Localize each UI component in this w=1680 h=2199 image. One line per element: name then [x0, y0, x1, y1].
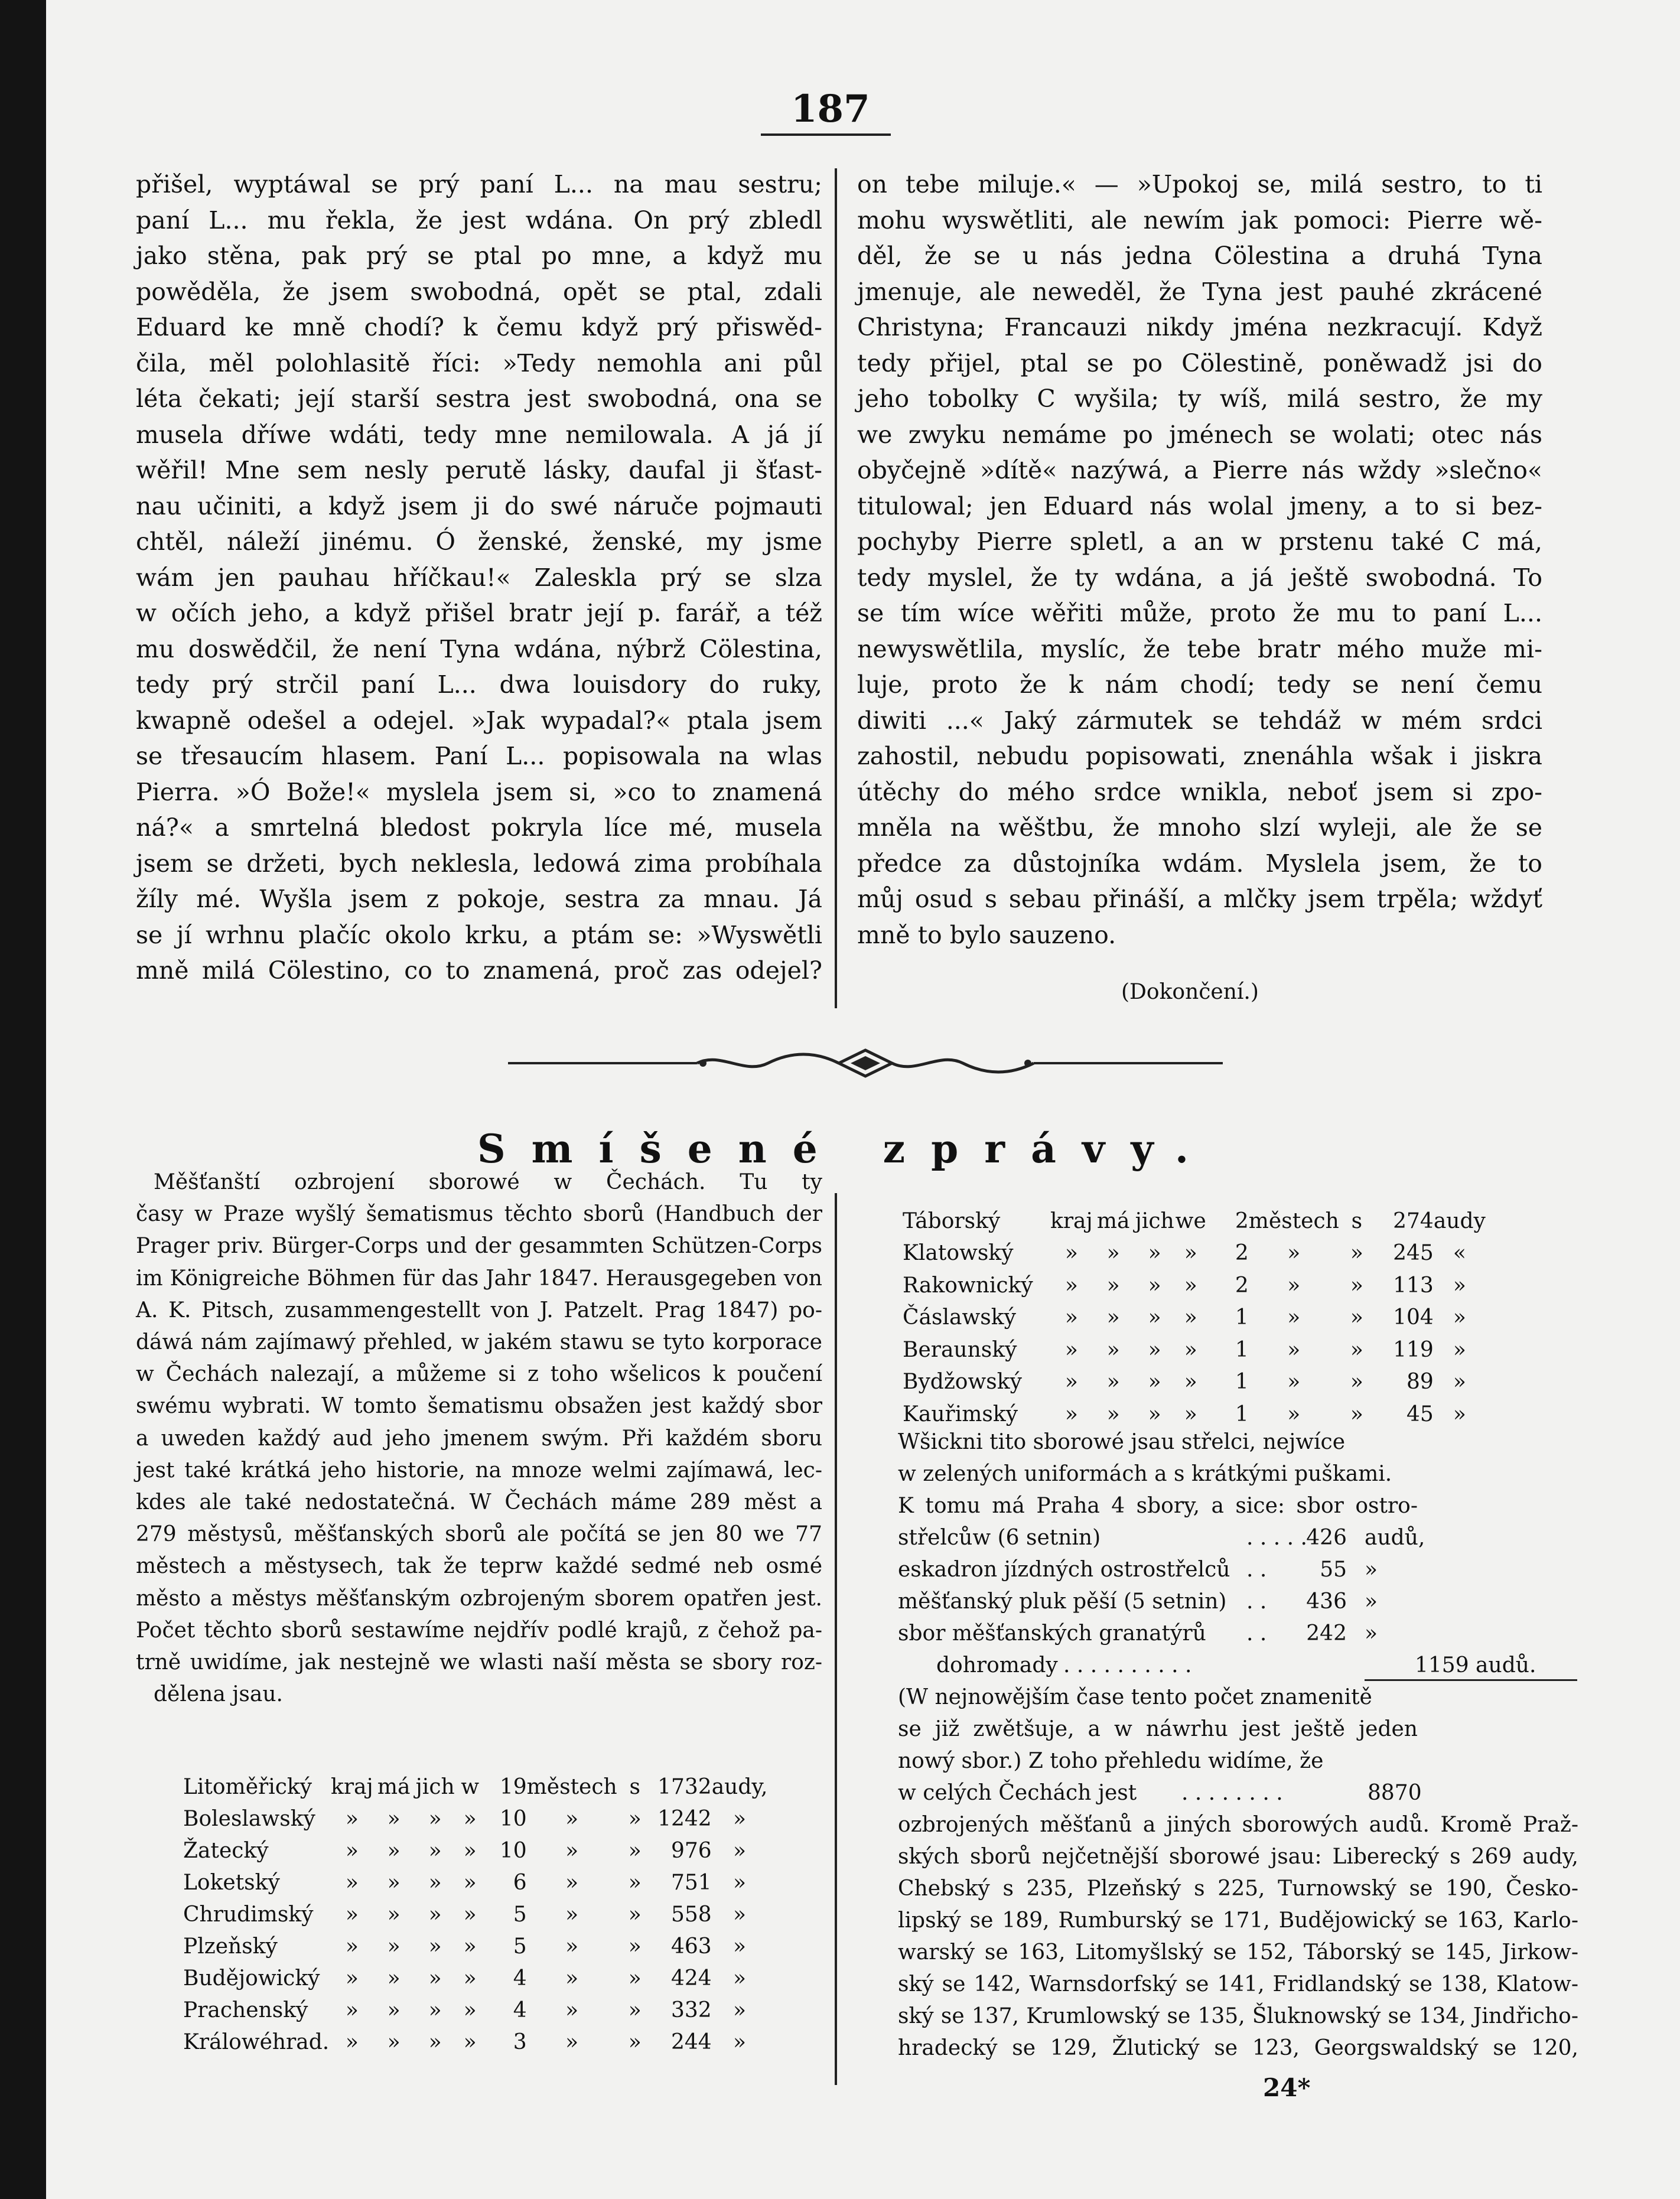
table-cell: »: [463, 1806, 477, 1831]
section-line: Počet těchto sborů sestawíme nejdřív podlé krajů, z čehož pa-: [136, 1618, 822, 1643]
table-cell: 113: [1393, 1273, 1434, 1298]
column-divider-bottom: [835, 1193, 837, 2085]
table-cell: »: [428, 1806, 442, 1831]
table-cell: Žatecký: [183, 1838, 269, 1863]
prague-row-unit: »: [1365, 1558, 1378, 1582]
story-line: titulowal; jen Eduard nás wolal jmeny, a to si bez-: [857, 491, 1542, 520]
table-cell: »: [428, 1870, 442, 1895]
story-line: jako stěna, pak prý se ptal po mne, a když mu: [136, 242, 822, 270]
table-row: [183, 1803, 767, 1835]
table-cell: jich: [415, 1774, 455, 1799]
section-line: ský se 142, Warnsdorfský se 141, Fridlandský se 138, Klatow-: [898, 1972, 1578, 1996]
story-line: se třesaucím hlasem. Paní L... popisowala na wlas: [136, 742, 822, 770]
prague-row-dots: . .: [1246, 1589, 1267, 1614]
table-cell: we: [1175, 1208, 1206, 1233]
section-line: ských sborů nejčetnější sborowé jsau: Liberecký s 269 audy,: [898, 1845, 1578, 1869]
table-cell: audy: [1433, 1208, 1486, 1233]
story-line: diwiti ...« Jaký zármutek se tehdáž w mém srdci: [857, 706, 1542, 735]
total-dots: . . . . . . . . . .: [1063, 1653, 1192, 1677]
table-cell: »: [1287, 1337, 1301, 1362]
story-line: wám jen pauhau hříčkau!« Zaleskla prý se slza: [136, 563, 822, 592]
section-line: w Čechách nalezají, a můžeme si z toho wšelicos k poučení: [136, 1362, 822, 1387]
table-cell: »: [628, 1934, 642, 1959]
table-cell: »: [1148, 1241, 1161, 1266]
table-cell: »: [1287, 1305, 1301, 1330]
table-cell: »: [733, 2029, 747, 2054]
section-title: Smíšené zprávy.: [477, 1126, 1215, 1172]
story-line: jsem se držeti, bych neklesla, ledowá zima probíhala: [136, 849, 822, 878]
section-line: nowý sbor.) Z toho přehledu widíme, že: [898, 1749, 1324, 1773]
table-cell: »: [1148, 1337, 1161, 1362]
table-cell: Plzeňský: [183, 1934, 278, 1959]
table-cell: 1: [1235, 1337, 1249, 1362]
story-line: newyswětlila, myslíc, že tebe bratr mého muže mi-: [857, 634, 1542, 663]
table-cell: »: [428, 2029, 442, 2054]
table-cell: »: [463, 2029, 477, 2054]
table-row: [903, 1334, 1486, 1366]
table-cell: »: [1064, 1402, 1078, 1426]
section-line: hradecký se 129, Žlutický se 123, Georgswaldský se 120,: [898, 2036, 1578, 2060]
table-cell: 3: [513, 2029, 527, 2054]
table-cell: kraj: [1050, 1208, 1093, 1233]
table-cell: »: [1148, 1370, 1161, 1395]
table-cell: »: [1064, 1337, 1078, 1362]
table-cell: kraj: [331, 1774, 373, 1799]
table-cell: »: [387, 1998, 401, 2022]
table-cell: »: [565, 1966, 579, 1990]
table-cell: »: [565, 1998, 579, 2022]
story-line: chtěl, náleží jinému. Ó ženské, ženské, my jsme: [136, 527, 822, 556]
table-row: [903, 1398, 1486, 1431]
story-line: tedy přijel, ptal se po Cölestině, poněwadž jsi do: [857, 348, 1542, 377]
prague-row-label: sbor měšťanských granatýrů: [898, 1621, 1206, 1646]
table-cell: »: [733, 1998, 747, 2022]
story-line: powěděla, že jsem swobodná, opět se ptal, zdali: [136, 277, 822, 306]
prague-row-label: eskadron jízdných ostrostřelců: [898, 1558, 1230, 1582]
story-line: se jí wrhnu plačíc okolo krku, a ptám se: »Wyswětli: [136, 920, 822, 949]
table-cell: »: [463, 1966, 477, 1990]
table-cell: »: [345, 1934, 359, 1959]
prague-row-unit: audů,: [1365, 1526, 1425, 1550]
section-line: (W nejnowějším čase tento počet znamenitě: [898, 1685, 1372, 1709]
table-cell: Beraunský: [903, 1337, 1017, 1362]
table-cell: »: [733, 1902, 747, 1927]
table-row: [183, 1930, 767, 1962]
story-line: on tebe miluje.« — »Upokoj se, milá sestro, to ti: [857, 170, 1542, 198]
section-line: swému wybrati. W tomto šematismu obsažen jest každý sbor: [136, 1394, 822, 1419]
table-cell: »: [1287, 1370, 1301, 1395]
table-cell: »: [1106, 1402, 1120, 1426]
prague-row-dots: . .: [1246, 1558, 1267, 1582]
table-cell: »: [628, 1838, 642, 1863]
table-cell: Kauřimský: [903, 1402, 1018, 1426]
ornament-flourish-icon: [508, 1045, 1223, 1081]
table-cell: »: [733, 1966, 747, 1990]
table-cell: »: [628, 2029, 642, 2054]
prague-row: [898, 1618, 1418, 1649]
table-cell: »: [428, 1966, 442, 1990]
section-line: Prager priv. Bürger-Corps und der gesammten Schützen-Corps: [136, 1234, 822, 1259]
table-cell: »: [1287, 1241, 1301, 1266]
table-cell: »: [733, 1934, 747, 1959]
table-cell: Budějowický: [183, 1966, 320, 1990]
story-line: mu doswědčil, že není Tyna wdána, nýbrž Cölestina,: [136, 634, 822, 663]
story-line: wěřil! Mne sem nesly perutě lásky, daufal ji šťast-: [136, 456, 822, 484]
table-cell: 6: [513, 1870, 527, 1895]
table-cell: 10: [499, 1838, 527, 1863]
all-bohemia-value: 8870: [1368, 1781, 1422, 1805]
section-line: A. K. Pitsch, zusammengestellt von J. Patzelt. Prag 1847) po-: [136, 1298, 822, 1322]
table-row: [903, 1366, 1486, 1399]
story-line: we zwyku nemáme po jménech se wolati; otec nás: [857, 420, 1542, 449]
table-cell: »: [565, 1934, 579, 1959]
table-cell: w: [461, 1774, 480, 1799]
table-cell: »: [1064, 1370, 1078, 1395]
section-line: trně uwidíme, jak nestejně we wlasti naší města se sbory roz-: [136, 1650, 822, 1675]
all-bohemia-row: [898, 1777, 1489, 1809]
prague-row-unit: »: [1365, 1621, 1378, 1646]
prague-row-value: 436: [1306, 1589, 1347, 1614]
table-cell: audy,: [711, 1774, 768, 1799]
table-cell: »: [1064, 1305, 1078, 1330]
story-line: děl, že se u nás jedna Cölestina a druhá Tyna: [857, 242, 1542, 270]
story-line: pochyby Pierre spletl, a an w prstenu také C má,: [857, 527, 1542, 556]
prague-row: [898, 1522, 1425, 1553]
prague-row-label: střelcůw (6 setnin): [898, 1526, 1101, 1550]
right-district-table: [903, 1205, 1486, 1431]
prague-row: [898, 1554, 1418, 1585]
table-cell: má: [1096, 1208, 1130, 1233]
prague-row-dots: . .: [1246, 1621, 1267, 1646]
table-cell: »: [733, 1806, 747, 1831]
story-line: w očích jeho, a když přišel bratr její p. farář, a též: [136, 599, 822, 627]
table-cell: »: [1106, 1305, 1120, 1330]
table-cell: 89: [1406, 1370, 1434, 1395]
story-line: mně milá Cölestino, co to znamená, proč zas odejel?: [136, 956, 822, 985]
table-cell: »: [1350, 1241, 1363, 1266]
story-line: musela dříwe wdáti, tedy mne nemilowala. A já jí: [136, 420, 822, 449]
table-cell: »: [1184, 1305, 1197, 1330]
table-cell: městech: [1248, 1208, 1339, 1233]
table-cell: 463: [670, 1934, 712, 1959]
paper-sheet: [46, 0, 1680, 2199]
left-district-table: [183, 1771, 767, 2058]
story-line: kwapně odešel a odejel. »Jak wypadal?« ptala jsem: [136, 706, 822, 735]
table-cell: Čáslawský: [903, 1305, 1016, 1330]
column-divider-top: [835, 168, 837, 1008]
table-cell: 424: [670, 1966, 712, 1990]
table-cell: »: [1148, 1273, 1161, 1298]
table-cell: »: [428, 1998, 442, 2022]
section-line: im Königreiche Böhmen für das Jahr 1847. Herausgegeben von: [136, 1266, 822, 1291]
table-cell: »: [733, 1870, 747, 1895]
table-cell: »: [628, 1902, 642, 1927]
table-cell: »: [387, 1870, 401, 1895]
table-cell: Rakownický: [903, 1273, 1033, 1298]
table-cell: »: [428, 1838, 442, 1863]
story-line: přišel, wyptáwal se prý paní L... na mau sestru;: [136, 170, 822, 198]
section-line: Wšickni tito sborowé jsau střelci, nejwíce: [898, 1430, 1346, 1454]
story-line: tedy prý strčil paní L... dwa louisdory do ruky,: [136, 670, 822, 699]
table-cell: 558: [670, 1902, 712, 1927]
table-cell: »: [1350, 1370, 1363, 1395]
table-cell: »: [1064, 1241, 1078, 1266]
table-cell: »: [565, 1870, 579, 1895]
table-row: [183, 1866, 767, 1898]
table-cell: 1: [1235, 1305, 1249, 1330]
table-row: [903, 1205, 1486, 1237]
section-ornament: [508, 1045, 1223, 1081]
table-cell: jich: [1135, 1208, 1174, 1233]
table-row: [183, 1835, 767, 1866]
prague-row-unit: »: [1365, 1589, 1378, 1614]
section-line: Měšťanští ozbrojení sborowé w Čechách. Tu ty: [154, 1170, 822, 1194]
table-cell: »: [1064, 1273, 1078, 1298]
table-cell: »: [387, 1806, 401, 1831]
table-cell: Bydžowský: [903, 1370, 1022, 1395]
story-line: předce za důstojníka wdám. Myslela jsem, že to: [857, 849, 1542, 878]
section-line: jest také krátká jeho historie, na mnoze welmi zajímawá, lec-: [136, 1458, 822, 1483]
story-line: můj osud s sebau přináší, a mlčky jsem trpěla; wždyť: [857, 885, 1542, 913]
table-cell: 332: [670, 1998, 712, 2022]
table-cell: 4: [513, 1998, 527, 2022]
table-cell: »: [1453, 1305, 1466, 1330]
table-cell: 274: [1393, 1208, 1434, 1233]
story-line: mohu wyswětliti, ale newím jak pomoci: Pierre wě-: [857, 206, 1542, 234]
table-cell: 10: [499, 1806, 527, 1831]
table-cell: Králowéhrad.: [183, 2029, 330, 2054]
story-line: jmenuje, ale neweděl, že Tyna jest pauhé zkrácené: [857, 277, 1542, 306]
table-cell: 4: [513, 1966, 527, 1990]
table-cell: »: [463, 1870, 477, 1895]
table-row: [183, 1994, 767, 2026]
table-cell: »: [1148, 1305, 1161, 1330]
table-cell: »: [428, 1934, 442, 1959]
table-cell: »: [1453, 1370, 1466, 1395]
story-line: nau učiniti, a když jsem ji do swé náruče pojmauti: [136, 491, 822, 520]
table-cell: »: [463, 1838, 477, 1863]
table-cell: 104: [1393, 1305, 1434, 1330]
page-number: 187: [791, 87, 870, 131]
table-cell: »: [565, 1902, 579, 1927]
table-cell: »: [1350, 1305, 1363, 1330]
table-cell: »: [1184, 1337, 1197, 1362]
story-line: léta čekati; její starší sestra jest swobodná, ona se: [136, 385, 822, 413]
table-cell: »: [733, 1838, 747, 1863]
table-cell: »: [387, 1902, 401, 1927]
table-cell: «: [1453, 1241, 1466, 1266]
table-cell: 1732: [657, 1774, 712, 1799]
table-cell: 119: [1393, 1337, 1434, 1362]
story-line: zahostil, nebudu popisowati, znenáhla wšak i jiskra: [857, 742, 1542, 770]
table-cell: »: [628, 1806, 642, 1831]
story-line: Pierra. »Ó Bože!« myslela jsem si, »co to znamená: [136, 777, 822, 806]
table-cell: Litoměřický: [183, 1774, 312, 1799]
prague-row-value: 426: [1306, 1526, 1347, 1550]
table-cell: »: [345, 1838, 359, 1863]
table-cell: Klatowský: [903, 1241, 1014, 1266]
total-rule: [1365, 1679, 1577, 1681]
table-cell: »: [463, 1934, 477, 1959]
table-cell: »: [345, 1902, 359, 1927]
section-line: městech a městysech, tak že teprw každé sedmé neb osmé: [136, 1554, 822, 1579]
all-bohemia-label: w celých Čechách jest: [898, 1781, 1137, 1805]
table-cell: »: [1350, 1337, 1363, 1362]
table-cell: 19: [499, 1774, 527, 1799]
table-cell: »: [1148, 1402, 1161, 1426]
total-value: 1159 audů.: [1415, 1653, 1536, 1677]
prague-row-value: 242: [1306, 1621, 1347, 1646]
prague-row-label: měšťanský pluk pěší (5 setnin): [898, 1589, 1227, 1614]
section-line: dáwá nám zajímawý přehled, w jakém stawu se tyto korporace: [136, 1330, 822, 1354]
story-line: obyčejně »dítě« nazýwá, a Pierre nás wždy »slečno«: [857, 456, 1542, 484]
table-cell: 751: [670, 1870, 712, 1895]
section-line: ozbrojených měšťanů a jiných sborowých audů. Kromě Praž-: [898, 1813, 1578, 1837]
section-line: lipský se 189, Rumburský se 171, Budějowický se 163, Karlo-: [898, 1908, 1578, 1933]
story-line: útěchy do mého srdce wnikla, neboť jsem si zpo-: [857, 777, 1542, 806]
story-line: Christyna; Francauzi nikdy jména nezkracují. Když: [857, 313, 1542, 341]
story-line: paní L... mu řekla, že jest wdána. On prý zbledl: [136, 206, 822, 234]
table-cell: »: [387, 1934, 401, 1959]
section-line: w zelených uniformách a s krátkými puškami.: [898, 1462, 1392, 1486]
table-row: [183, 2026, 767, 2058]
table-cell: 45: [1406, 1402, 1434, 1426]
table-cell: »: [565, 1806, 579, 1831]
table-cell: Loketský: [183, 1870, 280, 1895]
table-cell: 1: [1235, 1402, 1249, 1426]
table-cell: »: [565, 2029, 579, 2054]
table-cell: 1242: [657, 1806, 712, 1831]
table-row: [903, 1302, 1486, 1334]
table-cell: 5: [513, 1902, 527, 1927]
table-cell: Boleslawský: [183, 1806, 315, 1831]
table-cell: »: [1184, 1241, 1197, 1266]
prague-row-dots: . . . . .: [1246, 1526, 1307, 1550]
story-line: čila, měl polohlasitě říci: »Tedy nemohla ani půl: [136, 348, 822, 377]
total-row: [936, 1650, 1536, 1681]
section-line: a uweden každý aud jeho jmenem swým. Při každém sboru: [136, 1426, 822, 1451]
section-line: se již zwětšuje, a w náwrhu jest ještě jeden: [898, 1717, 1418, 1741]
section-line: K tomu má Praha 4 sbory, a sice: sbor ostro-: [898, 1494, 1418, 1518]
prague-row: [898, 1586, 1418, 1617]
table-cell: »: [1287, 1402, 1301, 1426]
table-cell: 5: [513, 1934, 527, 1959]
table-cell: »: [1106, 1273, 1120, 1298]
prague-row-value: 55: [1320, 1558, 1347, 1582]
table-cell: 244: [670, 2029, 712, 2054]
section-line: město a městys měšťanským ozbrojeným sborem opatřen jest.: [136, 1586, 822, 1611]
table-cell: »: [1350, 1273, 1363, 1298]
table-row: [183, 1898, 767, 1930]
story-line: tedy myslel, že ty wdána, a já ještě swobodná. To: [857, 563, 1542, 592]
table-cell: »: [463, 1902, 477, 1927]
table-cell: 2: [1235, 1241, 1249, 1266]
section-line: 279 městysů, měšťanských sborů ale počítá se jen 80 we 77: [136, 1522, 822, 1547]
table-cell: »: [1184, 1370, 1197, 1395]
section-line: Chebský s 235, Plzeňský s 225, Turnowský se 190, Česko-: [898, 1877, 1578, 1901]
table-cell: má: [377, 1774, 411, 1799]
signature-mark: 24*: [1263, 2073, 1311, 2102]
table-cell: »: [387, 1838, 401, 1863]
story-line: mně to bylo sauzeno.: [857, 920, 1116, 949]
table-row: [183, 1771, 767, 1803]
table-cell: »: [345, 1966, 359, 1990]
story-line: se tím wíce wěřiti může, proto že mu to paní L...: [857, 599, 1542, 627]
table-cell: městech: [526, 1774, 617, 1799]
table-cell: s: [629, 1774, 640, 1799]
table-cell: »: [1453, 1273, 1466, 1298]
table-cell: »: [1106, 1337, 1120, 1362]
table-cell: »: [463, 1998, 477, 2022]
table-row: [183, 1962, 767, 1994]
table-cell: »: [428, 1902, 442, 1927]
table-cell: »: [1453, 1402, 1466, 1426]
table-cell: 976: [670, 1838, 712, 1863]
section-line: warský se 163, Litomyšlský se 152, Táborský se 145, Jirkow-: [898, 1940, 1578, 1965]
section-line: dělena jsau.: [154, 1682, 283, 1707]
table-cell: »: [565, 1838, 579, 1863]
table-cell: »: [345, 2029, 359, 2054]
table-cell: »: [345, 1870, 359, 1895]
table-cell: 1: [1235, 1370, 1249, 1395]
table-cell: »: [1350, 1402, 1363, 1426]
section-line: kdes ale také nedostatečná. W Čechách máme 289 měst a: [136, 1490, 822, 1514]
table-cell: 2: [1235, 1208, 1249, 1233]
all-bohemia-dots: . . . . . . . .: [1181, 1781, 1283, 1805]
header-rule: [761, 133, 891, 136]
table-cell: »: [628, 1966, 642, 1990]
table-cell: Táborský: [903, 1208, 1001, 1233]
story-line: Eduard ke mně chodí? k čemu když prý přiswěd-: [136, 313, 822, 341]
story-line: luje, proto že k nám chodí; tedy se není čemu: [857, 670, 1542, 699]
table-row: [903, 1269, 1486, 1302]
total-label: dohromady: [936, 1653, 1058, 1677]
story-line: jeho tobolky C wyšila; ty wíš, milá sestro, že my: [857, 385, 1542, 413]
table-cell: Prachenský: [183, 1998, 308, 2022]
section-line: ský se 137, Krumlowský se 135, Šluknowský se 134, Jindřicho-: [898, 2004, 1578, 2028]
table-cell: 245: [1393, 1241, 1434, 1266]
table-cell: »: [1106, 1370, 1120, 1395]
table-cell: »: [1106, 1241, 1120, 1266]
section-line: časy w Praze wyšlý šematismus těchto sborů (Handbuch der: [136, 1202, 822, 1227]
table-cell: 2: [1235, 1273, 1249, 1298]
table-cell: »: [628, 1998, 642, 2022]
story-line: žíly mé. Wyšla jsem z pokoje, sestra za mnau. Já: [136, 885, 822, 913]
table-cell: »: [628, 1870, 642, 1895]
table-row: [903, 1237, 1486, 1270]
table-cell: »: [345, 1806, 359, 1831]
table-cell: Chrudimský: [183, 1902, 314, 1927]
table-cell: »: [1287, 1273, 1301, 1298]
story-line: ná?« a smrtelná bledost pokryla líce mé, musela: [136, 813, 822, 842]
table-cell: »: [387, 2029, 401, 2054]
table-cell: »: [1184, 1273, 1197, 1298]
table-cell: »: [1184, 1402, 1197, 1426]
table-cell: s: [1351, 1208, 1363, 1233]
continuation-note: (Dokončení.): [1121, 980, 1259, 1004]
table-cell: »: [1453, 1337, 1466, 1362]
table-cell: »: [345, 1998, 359, 2022]
table-cell: »: [387, 1966, 401, 1990]
story-line: mněla na wěštbu, že mnoho slzí wyleji, ale že se: [857, 813, 1542, 842]
